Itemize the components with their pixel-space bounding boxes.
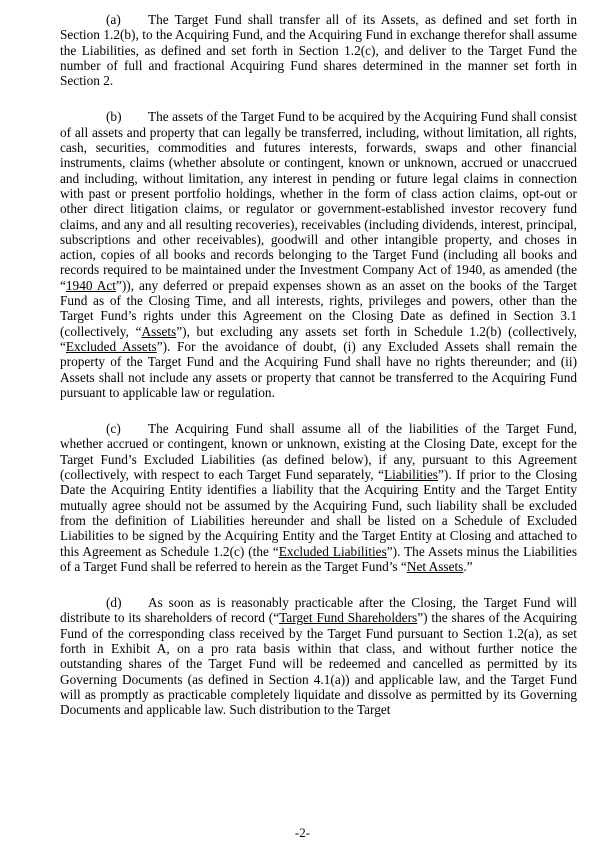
paragraph-text: ”). If prior to the Closing Date the Acquiring Entity identifies a liability that the Acquiring Entity and the Target Entity mutually agree should not be assumed by the Acquiring Fund, such liability shall be excluded from the definition of Liabilities hereunder and shall be listed on a Schedule of Excluded Liabilities to be signed by the Acquiring Entity and the Target Entity at Closing and attached to this Agreement as Schedule 1.2(c) (the “	[60, 467, 577, 559]
paragraph-label: (c)	[106, 421, 121, 437]
defined-term: Net Assets	[406, 558, 464, 574]
paragraph-text: ”) the shares of the Acquiring Fund of the corresponding class received by the Target Fund pursuant to Section 1.2(a), as set forth in Exhibit A, on a pro rata basis within that class, and without further notice the outstanding shares of the Target Fund will be redeemed and cancelled as permitted by its Governing Documents (as defined in Section 4.1(a)) and applicable law, and the Target Fund will as promptly as practicable completely liquidate and dissolve as permitted by its Governing Documents and applicable law. Such distribution to the Target	[60, 610, 577, 718]
defined-term: 1940 Act	[65, 277, 116, 293]
defined-term: Target Fund Shareholders	[279, 610, 418, 626]
paragraph-text: ”). For the avoidance of doubt, (i) any Excluded Assets shall remain the property of the Target Fund and the Acquiring Fund shall have no rights thereunder; and (ii) Assets shall not include any assets or property that cannot be transferred to the Acquiring Fund pursuant to applicable law or regulation.	[60, 338, 577, 400]
paragraph-text: The Acquiring Fund shall assume all of the liabilities of the Target Fund, whether accrued or contingent, known or unknown, existing at the Closing Date, except for the Target Fund’s Excluded Liabilities (as defined below), if any, pursuant to this Agreement (collectively, with respect to each Target Fund separately, “	[60, 421, 577, 483]
defined-term: Assets	[141, 323, 177, 339]
paragraph-label: (a)	[106, 12, 121, 27]
paragraph-text: The Target Fund shall transfer all of its Assets, as defined and set forth in Section 1.2(b), to the Acquiring Fund, and the Acquiring Fund in exchange therefor shall assume the Liabilities, as defined and set forth in Section 1.2(c), and deliver to the Target Fund the number of full and fractional Acquiring Fund shares determined in the manner set forth in Section 2.	[60, 12, 577, 89]
paragraph-d	[60, 595, 577, 717]
paragraph-c	[60, 421, 577, 574]
paragraph-text: As soon as is reasonably practicable after the Closing, the Target Fund will distribute to its shareholders of record (“	[60, 595, 577, 626]
paragraph-text: The assets of the Target Fund to be acquired by the Acquiring Fund shall consist of all assets and property that can legally be transferred, including, without limitation, all rights, cash, securities, commodities and futures interests, forwards, swaps and other financial instruments, claims (whether absolute or contingent, known or unknown, accrued or unaccrued and including, without limitation, any interest in pending or future legal claims in connection with past or present portfolio holdings, whether in the form of class action claims, opt-out or other direct litigation claims, or regulator or government-established investor recovery fund claims, and any and all resulting recoveries), receivables (including dividends, interest, principal, subscriptions and other receivables), goodwill and other intangible property, and choses in action, copies of all books and records belonging to the Target Fund (including all books and records required to be maintained under the Investment Company Act of 1940, as amended (the “	[60, 109, 577, 293]
paragraph-text: ”)), any deferred or prepaid expenses shown as an asset on the books of the Target Fund as of the Closing Time, and all interests, rights, privileges and powers, other than the Target Fund’s rights under this Agreement on the Closing Date as defined in Section 3.1 (collectively, “	[60, 277, 577, 339]
page-number: -2-	[294, 825, 311, 840]
paragraph-text: .”	[463, 558, 473, 574]
paragraph-label: (d)	[106, 595, 122, 611]
paragraph-label: (b)	[106, 109, 122, 125]
document-page	[60, 12, 577, 738]
paragraph-text: ”). The Assets minus the Liabilities of a Target Fund shall be referred to herein as the Target Fund’s “	[60, 543, 577, 574]
paragraph-a	[60, 12, 577, 88]
defined-term: Liabilities	[384, 467, 438, 483]
defined-term: Excluded Assets	[65, 338, 157, 354]
paragraph-b	[60, 109, 577, 400]
defined-term: Excluded Liabilities	[278, 543, 387, 559]
paragraph-text: ”), but excluding any assets set forth in Schedule 1.2(b) (collectively, “	[60, 323, 578, 354]
